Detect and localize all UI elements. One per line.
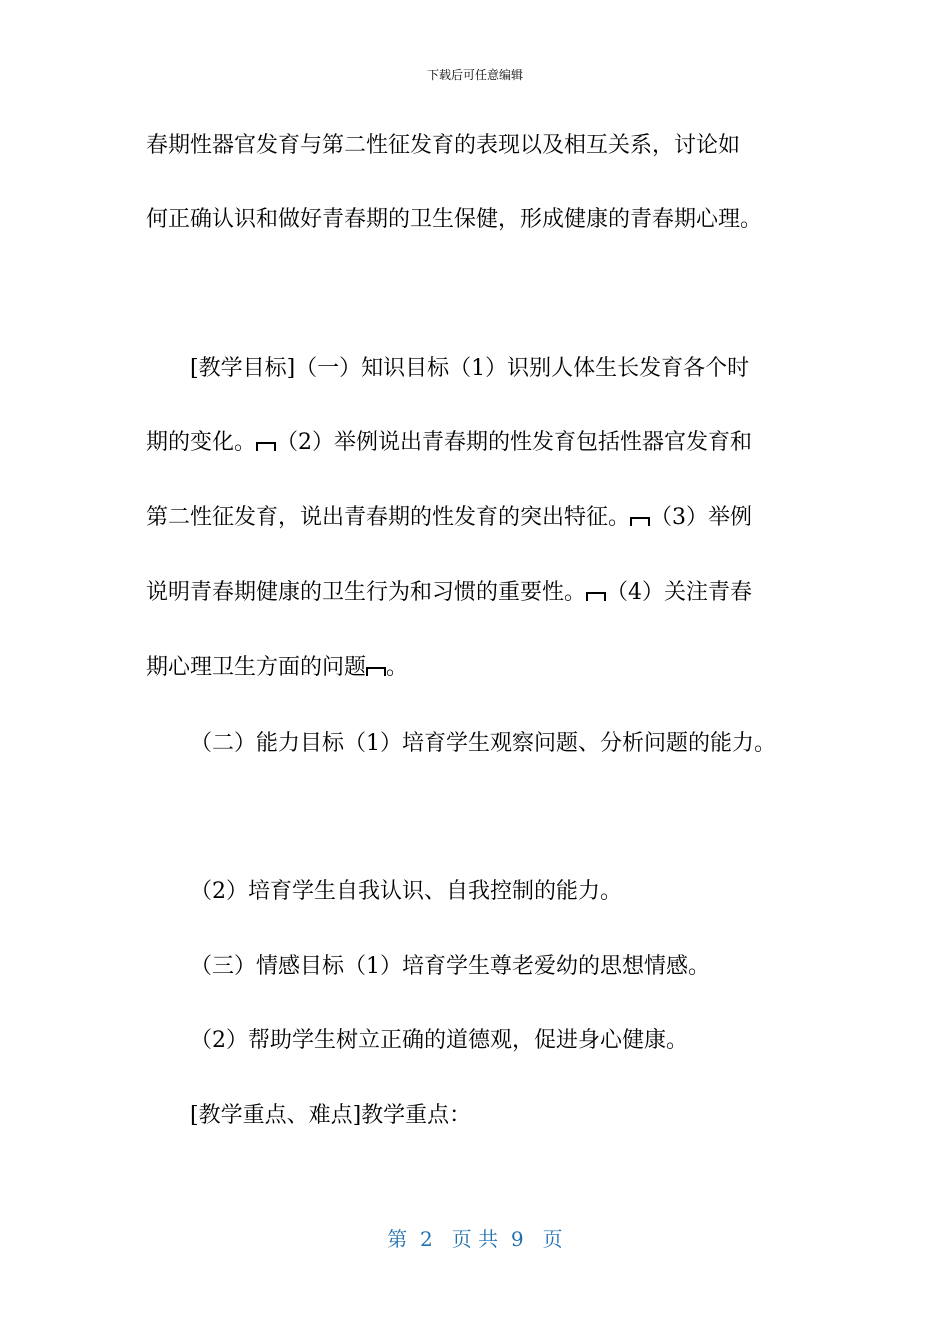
paragraph-line: 春期性器官发育与第二性征发育的表现以及相互关系，讨论如 — [146, 133, 741, 158]
page-header: 下载后可任意编辑 — [426, 68, 523, 82]
bracket-mark-icon — [630, 517, 650, 526]
text-fragment: 期心理卫生方面的问题 — [146, 655, 367, 680]
bracket-mark-icon — [586, 592, 606, 601]
paragraph-line — [146, 428, 752, 458]
paragraph-line: [教学目标]（一）知识目标（1）识别人体生长发育各个时 — [190, 356, 750, 381]
text-fragment: （2）举例说出青春期的性发育包括性器官发育和 — [276, 430, 753, 455]
bracket-mark-icon — [366, 667, 386, 676]
page-footer: 第 2 页 共 9 页 — [387, 1227, 563, 1251]
text-fragment: 第二性征发育，说出青春期的性发育的突出特征。 — [146, 505, 631, 530]
text-fragment: 期的变化。 — [146, 430, 257, 455]
paragraph-line: 何正确认识和做好青春期的卫生保健，形成健康的青春期心理。 — [146, 207, 763, 232]
text-fragment: 说明青春期健康的卫生行为和习惯的重要性。 — [146, 580, 587, 605]
paragraph-line — [146, 503, 752, 533]
paragraph-line: （2）培育学生自我认识、自我控制的能力。 — [190, 879, 622, 904]
text-fragment: 。 — [386, 655, 409, 680]
section-heading: [教学重点、难点]教学重点： — [190, 1103, 472, 1128]
text-fragment: （4）关注青春 — [606, 580, 753, 605]
paragraph-line: （二）能力目标（1）培育学生观察问题、分析问题的能力。 — [190, 731, 776, 756]
text-fragment: （3）举例 — [650, 505, 753, 530]
paragraph-line: （三）情感目标（1）培育学生尊老爱幼的思想情感。 — [190, 954, 710, 979]
paragraph-line — [146, 653, 408, 683]
bracket-mark-icon — [256, 442, 276, 451]
paragraph-line: （2）帮助学生树立正确的道德观，促进身心健康。 — [190, 1028, 688, 1053]
paragraph-line — [146, 578, 752, 608]
